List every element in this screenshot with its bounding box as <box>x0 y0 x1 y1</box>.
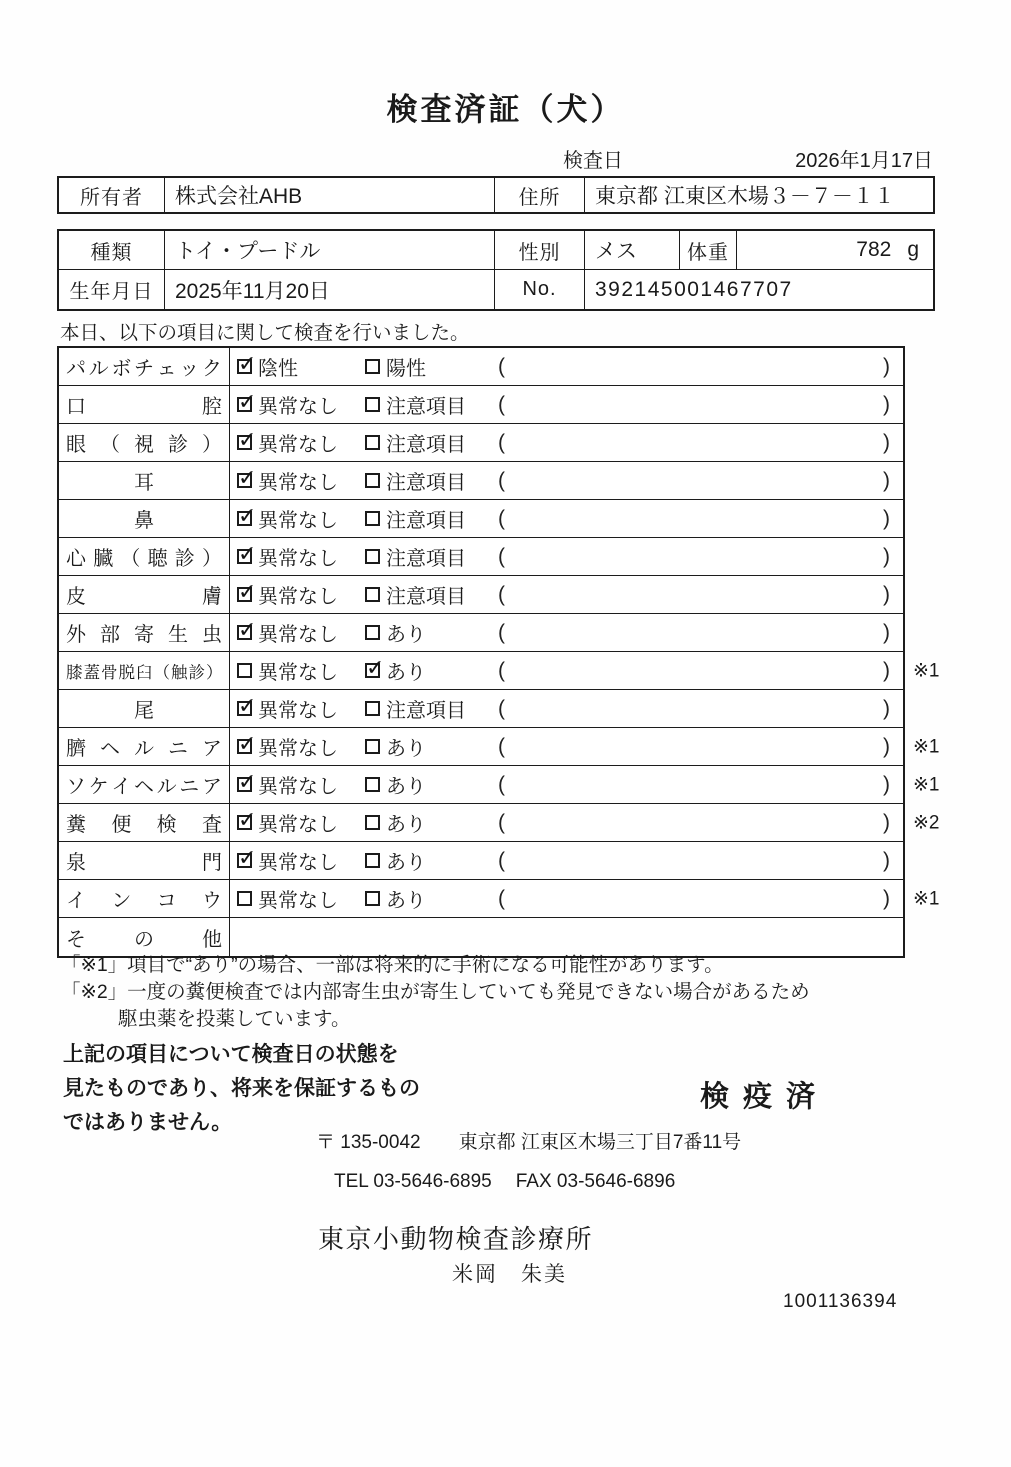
result-option <box>237 694 365 723</box>
inspection-row <box>59 652 940 690</box>
result-option <box>237 846 365 875</box>
disclaimer-line-3: ではありません。 <box>63 1111 233 1134</box>
result-option-label: 異常なし <box>258 548 338 570</box>
result-option <box>237 390 365 419</box>
tel-fax-line <box>334 1171 675 1193</box>
no-label: No. <box>495 270 585 309</box>
owner-address-label: 住所 <box>495 178 585 212</box>
checkbox-unchecked-icon <box>237 891 252 906</box>
item-name: 鼻 <box>59 500 230 537</box>
footnote-marker: ※2 <box>913 812 940 833</box>
inspection-table <box>57 346 940 958</box>
owner-label: 所有者 <box>59 178 165 212</box>
fax-number: FAX 03-5646-6896 <box>515 1171 676 1192</box>
item-results <box>230 424 903 461</box>
remarks-paren-close: ) <box>883 734 890 758</box>
result-option-label: あり <box>386 852 426 874</box>
footnote-marker: ※1 <box>913 774 940 795</box>
footnote-2-continued: 駆虫薬を投薬しています。 <box>118 1008 351 1030</box>
result-option-label: 異常なし <box>258 852 338 874</box>
result-option-label: 注意項目 <box>386 548 466 570</box>
result-option <box>365 504 489 533</box>
inspection-date-label: 検査日 <box>563 150 623 172</box>
item-results <box>230 386 903 423</box>
item-name: そ の 他 <box>59 918 230 956</box>
checkbox-checked-icon <box>237 549 252 564</box>
inspection-row <box>59 880 940 918</box>
result-option-label: あり <box>386 624 426 646</box>
inspection-row <box>59 804 940 842</box>
remarks-paren-open: ( <box>498 734 505 758</box>
remarks-paren-close: ) <box>883 392 890 416</box>
remarks-paren-close: ) <box>883 772 890 796</box>
result-option <box>365 694 489 723</box>
result-option <box>365 466 489 495</box>
checkbox-checked-icon <box>237 777 252 792</box>
item-results <box>230 576 903 613</box>
owner-table <box>57 176 935 214</box>
item-results <box>230 500 903 537</box>
result-option-label: 異常なし <box>258 890 338 912</box>
checkbox-unchecked-icon <box>365 625 380 640</box>
checkbox-unchecked-icon <box>365 815 380 830</box>
checkbox-checked-icon <box>237 473 252 488</box>
checkbox-checked-icon <box>365 663 380 678</box>
checkbox-unchecked-icon <box>365 511 380 526</box>
owner-address-value: 東京都 江東区木場３－７－１１ <box>595 185 895 208</box>
item-name: 外 部 寄 生 虫 <box>59 614 230 651</box>
item-name: 臍 ヘ ル ニ ア <box>59 728 230 765</box>
result-option <box>365 656 489 685</box>
remarks-paren-close: ) <box>883 468 890 492</box>
remarks-paren-open: ( <box>498 772 505 796</box>
inspection-row <box>59 690 903 728</box>
postal-code: 〒 135-0042 <box>316 1132 421 1153</box>
result-option <box>237 428 365 457</box>
weight-label: 体重 <box>680 231 737 269</box>
checkbox-unchecked-icon <box>365 587 380 602</box>
checkbox-unchecked-icon <box>365 777 380 792</box>
item-name: 泉 門 <box>59 842 230 879</box>
inspection-row <box>59 500 903 538</box>
examiner-name: 米岡 朱美 <box>452 1263 567 1286</box>
result-option <box>365 352 489 381</box>
checkbox-unchecked-icon <box>365 435 380 450</box>
remarks-paren-open: ( <box>498 506 505 530</box>
no-value: 392145001467707 <box>595 277 793 301</box>
result-option <box>365 390 489 419</box>
result-option-label: 異常なし <box>258 700 338 722</box>
inspection-row <box>59 462 903 500</box>
checkbox-unchecked-icon <box>365 359 380 374</box>
item-name: 糞 便 検 査 <box>59 804 230 841</box>
checkbox-checked-icon <box>237 587 252 602</box>
checkbox-unchecked-icon <box>365 891 380 906</box>
item-name: 耳 <box>59 462 230 499</box>
result-option <box>365 808 489 837</box>
item-name: パ ル ボ チ ェ ッ ク <box>59 348 230 385</box>
remarks-paren-close: ) <box>883 810 890 834</box>
sex-value: メス <box>585 231 680 269</box>
checkbox-checked-icon <box>237 397 252 412</box>
result-option <box>365 580 489 609</box>
checkbox-checked-icon <box>237 435 252 450</box>
remarks-paren-close: ) <box>883 354 890 378</box>
checkbox-unchecked-icon <box>365 701 380 716</box>
remarks-paren-open: ( <box>498 810 505 834</box>
checkbox-checked-icon <box>237 511 252 526</box>
result-option-label: 異常なし <box>258 510 338 532</box>
remarks-paren-close: ) <box>883 620 890 644</box>
result-option-label: 異常なし <box>258 586 338 608</box>
remarks-paren-open: ( <box>498 544 505 568</box>
remarks-paren-open: ( <box>498 886 505 910</box>
remarks-paren-close: ) <box>883 658 890 682</box>
inspection-row <box>59 386 903 424</box>
checkbox-checked-icon <box>237 701 252 716</box>
checkbox-checked-icon <box>237 815 252 830</box>
weight-cell <box>737 231 933 269</box>
pet-row-breed <box>59 231 933 270</box>
checkbox-unchecked-icon <box>365 549 380 564</box>
item-results <box>230 918 903 956</box>
item-results <box>230 614 903 651</box>
result-option <box>237 884 365 913</box>
result-option-label: 異常なし <box>258 434 338 456</box>
inspection-date-value: 2026年1月17日 <box>795 150 933 172</box>
item-name: 皮 膚 <box>59 576 230 613</box>
result-option-label: 異常なし <box>258 624 338 646</box>
item-results <box>230 652 903 689</box>
remarks-paren-open: ( <box>498 392 505 416</box>
item-name: 心 臓 （ 聴 診 ） <box>59 538 230 575</box>
birthdate-label: 生年月日 <box>59 270 165 309</box>
remarks-paren-close: ) <box>883 430 890 454</box>
page-title: 検査済証（犬） <box>386 92 625 127</box>
tel-number: TEL 03-5646-6895 <box>334 1171 492 1192</box>
result-option-label: 陽性 <box>386 358 426 380</box>
result-option-label: 注意項目 <box>386 510 466 532</box>
result-option-label: 異常なし <box>258 776 338 798</box>
item-results <box>230 842 903 879</box>
owner-value: 株式会社AHB <box>165 178 495 212</box>
result-option-label: 異常なし <box>258 814 338 836</box>
birthdate-value: 2025年11月20日 <box>165 270 495 309</box>
result-option-label: あり <box>386 776 426 798</box>
inspection-row <box>59 424 903 462</box>
result-option <box>365 770 489 799</box>
remarks-paren-close: ) <box>883 582 890 606</box>
item-results <box>230 804 903 841</box>
result-option-label: あり <box>386 738 426 760</box>
result-option <box>237 466 365 495</box>
footnotes <box>61 952 810 1033</box>
item-results <box>230 348 903 385</box>
inspection-row <box>59 918 903 956</box>
result-option <box>237 580 365 609</box>
item-name: 口 腔 <box>59 386 230 423</box>
footnote-1: 「※1」項目で“あり”の場合、一部は将来的に手術になる可能性があります。 <box>61 954 724 976</box>
result-option-label: 陰性 <box>258 358 298 380</box>
clinic-name: 東京小動物検査診療所 <box>318 1224 594 1254</box>
checkbox-unchecked-icon <box>365 473 380 488</box>
remarks-paren-open: ( <box>498 430 505 454</box>
checkbox-checked-icon <box>237 359 252 374</box>
result-option <box>237 732 365 761</box>
inspection-row <box>59 576 903 614</box>
result-option-label: あり <box>386 662 426 684</box>
result-option <box>237 808 365 837</box>
result-option-label: 異常なし <box>258 662 338 684</box>
clinic-address: 東京都 江東区木場三丁目7番11号 <box>458 1132 742 1153</box>
item-name: ソ ケ イ ヘ ル ニ ア <box>59 766 230 803</box>
footnote-2: 「※2」一度の糞便検査では内部寄生虫が寄生していても発見できない場合があるため <box>61 981 810 1003</box>
result-option <box>365 618 489 647</box>
checkbox-checked-icon <box>237 625 252 640</box>
disclaimer-line-2: 見たものであり、将来を保証するもの <box>63 1077 420 1100</box>
result-option <box>237 618 365 647</box>
checkbox-checked-icon <box>237 853 252 868</box>
sex-label: 性別 <box>495 231 585 269</box>
result-option-label: 注意項目 <box>386 472 466 494</box>
breed-label: 種類 <box>59 231 165 269</box>
inspection-row <box>59 728 940 766</box>
result-option <box>365 732 489 761</box>
remarks-paren-open: ( <box>498 354 505 378</box>
result-option <box>237 656 365 685</box>
result-option-label: あり <box>386 814 426 836</box>
inspection-date <box>563 144 933 173</box>
weight-value: 782 <box>856 238 892 261</box>
result-option <box>237 770 365 799</box>
checkbox-unchecked-icon <box>365 397 380 412</box>
checkbox-unchecked-icon <box>237 663 252 678</box>
footnote-marker: ※1 <box>913 660 940 681</box>
inspection-row <box>59 766 940 804</box>
result-option <box>237 542 365 571</box>
checkbox-unchecked-icon <box>365 739 380 754</box>
remarks-paren-close: ) <box>883 848 890 872</box>
checkbox-checked-icon <box>237 739 252 754</box>
item-name: イ ン コ ウ <box>59 880 230 917</box>
inspection-row <box>59 842 903 880</box>
pet-row-birthdate <box>59 270 933 309</box>
result-option-label: 異常なし <box>258 738 338 760</box>
remarks-paren-close: ) <box>883 544 890 568</box>
breed-value: トイ・プードル <box>165 231 495 269</box>
disclaimer <box>63 1038 420 1140</box>
result-option-label: 注意項目 <box>386 700 466 722</box>
result-option <box>237 504 365 533</box>
item-results <box>230 538 903 575</box>
item-results <box>230 462 903 499</box>
result-option-label: 注意項目 <box>386 586 466 608</box>
result-option-label: 注意項目 <box>386 396 466 418</box>
weight-unit: g <box>907 238 919 261</box>
inspection-row <box>59 538 903 576</box>
remarks-paren-open: ( <box>498 848 505 872</box>
remarks-paren-close: ) <box>883 506 890 530</box>
remarks-paren-open: ( <box>498 582 505 606</box>
result-option-label: あり <box>386 890 426 912</box>
item-results <box>230 766 903 803</box>
quarantine-stamp: 検疫済 <box>700 1081 830 1113</box>
result-option <box>365 884 489 913</box>
item-results <box>230 728 903 765</box>
remarks-paren-open: ( <box>498 620 505 644</box>
item-results <box>230 880 903 917</box>
result-option <box>237 352 365 381</box>
clinic-address-line <box>316 1127 741 1154</box>
inspection-row <box>59 614 903 652</box>
remarks-paren-close: ) <box>883 886 890 910</box>
footnote-marker: ※1 <box>913 736 940 757</box>
result-option <box>365 542 489 571</box>
remarks-paren-close: ) <box>883 696 890 720</box>
checkbox-unchecked-icon <box>365 853 380 868</box>
item-name: 眼 （ 視 診 ） <box>59 424 230 461</box>
pet-table <box>57 229 935 311</box>
remarks-paren-open: ( <box>498 468 505 492</box>
result-option-label: 異常なし <box>258 396 338 418</box>
result-option-label: 異常なし <box>258 472 338 494</box>
serial-number: 1001136394 <box>783 1291 898 1312</box>
intro-text: 本日、以下の項目に関して検査を行いました。 <box>60 322 470 344</box>
disclaimer-line-1: 上記の項目について検査日の状態を <box>63 1043 399 1066</box>
remarks-paren-open: ( <box>498 658 505 682</box>
result-option <box>365 428 489 457</box>
result-option <box>365 846 489 875</box>
result-option-label: 注意項目 <box>386 434 466 456</box>
item-name: 膝 蓋 骨 脱 臼 （ 触 診 ） <box>59 652 230 689</box>
remarks-paren-open: ( <box>498 696 505 720</box>
item-name: 尾 <box>59 690 230 727</box>
footnote-marker: ※1 <box>913 888 940 909</box>
inspection-row <box>59 348 903 386</box>
item-results <box>230 690 903 727</box>
